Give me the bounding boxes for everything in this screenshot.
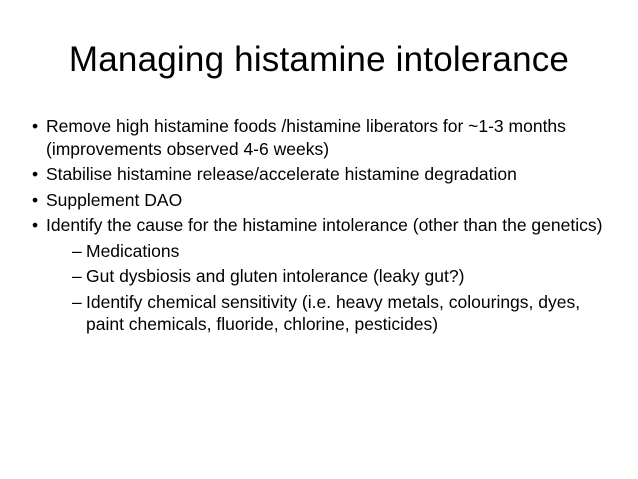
bullet-list	[32, 115, 622, 339]
bullet-text: Supplement DAO	[46, 189, 183, 210]
bullet-text: Remove high histamine foods /histamine liberators for ~1-3 months (improvements observed 4-6 weeks)	[46, 116, 566, 159]
sub-bullet-item	[46, 291, 622, 336]
bullet-item	[32, 115, 622, 160]
slide-title: Managing histamine intolerance	[68, 40, 570, 79]
bullet-item	[32, 189, 622, 212]
bullet-marker: •	[32, 215, 39, 235]
bullet-marker: •	[32, 189, 39, 210]
sub-bullet-text: Medications	[86, 240, 180, 261]
sub-bullet-item	[46, 265, 622, 288]
bullet-item	[32, 214, 622, 336]
bullet-text: Stabilise histamine release/accelerate histamine degradation	[46, 164, 517, 184]
bullet-text: Identify the cause for the histamine intolerance (other than the genetics)	[46, 215, 603, 235]
sub-bullet-marker: –	[72, 240, 82, 261]
sub-bullet-text: Gut dysbiosis and gluten intolerance (leaky gut?)	[86, 266, 465, 286]
sub-bullet-list	[46, 240, 622, 336]
sub-bullet-item	[46, 240, 622, 263]
sub-bullet-marker: –	[72, 291, 82, 312]
bullet-item	[32, 163, 622, 186]
bullet-marker: •	[32, 116, 39, 136]
sub-bullet-marker: –	[72, 266, 82, 286]
sub-bullet-text: Identify chemical sensitivity (i.e. heavy metals, colourings, dyes, paint chemicals, fluoride, chlorine, pesticides)	[86, 291, 581, 334]
bullet-marker: •	[32, 164, 39, 184]
